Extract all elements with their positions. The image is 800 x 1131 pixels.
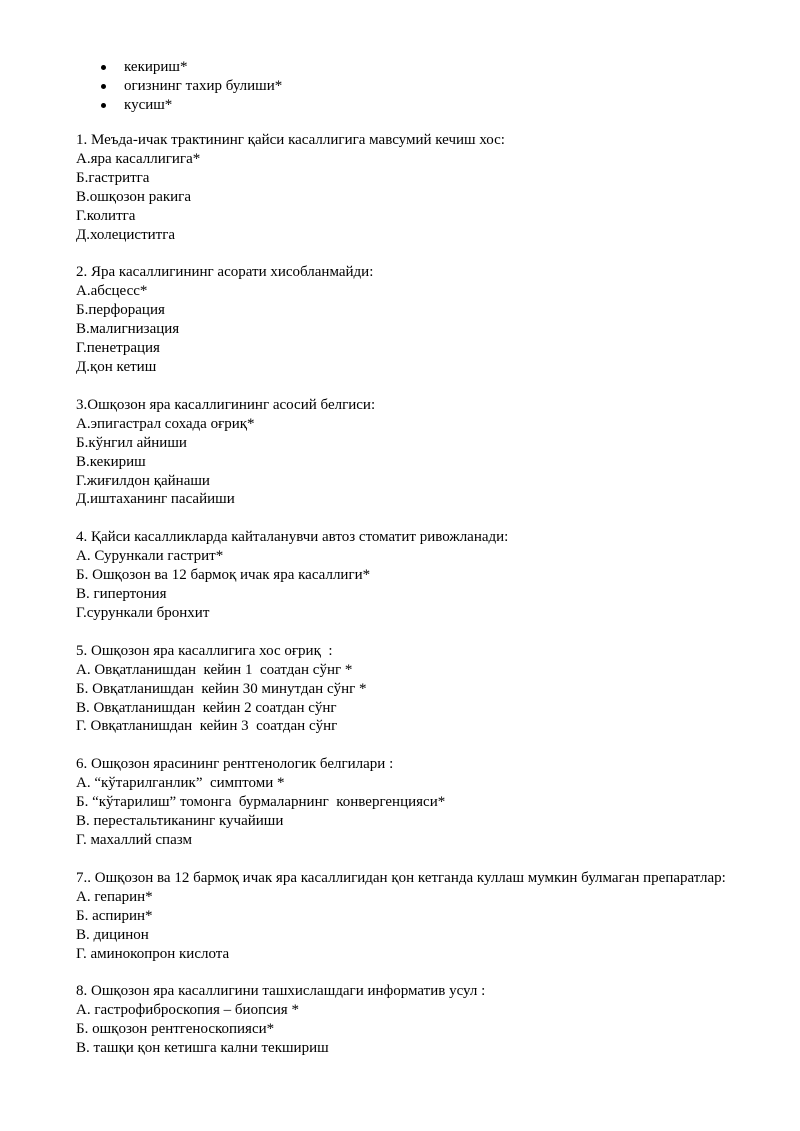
answer-option: Б. Овқатланишдан кейин 30 минутдан сўнг * (76, 680, 367, 697)
answer-option: Г.пенетрация (76, 340, 160, 357)
answer-option: Б. Ошқозон ва 12 бармоқ ичак яра касаллиги* (76, 567, 371, 584)
answer-option: А. гастрофиброскопия – биопсия * (76, 1002, 299, 1019)
question-text: 3.Ошқозон яра касаллигининг асосий белгиси: (76, 396, 376, 413)
answer-option: В.малигнизация (76, 321, 180, 338)
question-text: 6. Ошқозон ярасининг рентгенологик белгилари : (76, 756, 394, 773)
answer-option: А.яра касаллигига* (76, 150, 201, 167)
answer-option: Г. Овқатланишдан кейин 3 соатдан сўнг (76, 718, 338, 735)
question-text: 1. Меъда-ичак трактининг қайси касаллигига мавсумий кечиш хос: (76, 132, 505, 148)
question-list (76, 131, 736, 1077)
question-7 (76, 869, 736, 964)
answer-option: В.кекириш (76, 453, 146, 470)
answer-option: Д.холециститга (76, 226, 176, 243)
question-text: 5. Ошқозон яра касаллигига хос оғриқ : (76, 642, 333, 659)
answer-option: Б. “кўтарилиш” томонга бурмаларнинг конвергенцияси* (76, 794, 446, 811)
answer-option: В. дицинон (76, 926, 149, 943)
question-1 (76, 131, 736, 244)
answer-option: А. “кўтарилганлик” симптоми * (76, 775, 285, 792)
question-text: 8. Ошқозон яра касаллигини ташхислашдаги информатив усул : (76, 983, 486, 1000)
answer-option: А. Сурункали гастрит* (76, 548, 224, 565)
answer-option: А.абсцесс* (76, 283, 148, 300)
question-2 (76, 263, 736, 376)
answer-option: В. гипертония (76, 586, 167, 603)
question-3 (76, 396, 736, 509)
question-6 (76, 755, 736, 850)
answer-option: Г.колитга (76, 207, 136, 224)
answer-option: А. гепарин* (76, 888, 153, 905)
answer-option: В. Овқатланишдан кейин 2 соатдан сўнг (76, 699, 337, 716)
question-8 (76, 982, 736, 1058)
question-text: 7.. Ошқозон ва 12 бармоқ ичак яра касаллигидан қон кетганда куллаш мумкин булмаган препаратлар: (76, 869, 726, 886)
question-text: 2. Яра касаллигининг асорати хисобланмайди: (76, 264, 374, 281)
answer-option: Б.кўнгил айниши (76, 434, 187, 451)
bullet-item: кекириш* (95, 58, 282, 77)
answer-option: Г. аминокопрон кислота (76, 945, 230, 962)
answer-option: А. Овқатланишдан кейин 1 соатдан сўнг * (76, 661, 353, 678)
answer-option: Г.сурункали бронхит (76, 604, 210, 621)
answer-option: А.эпигастрал сохада оғриқ* (76, 415, 255, 432)
bullet-item: огизнинг тахир булиши* (95, 77, 282, 96)
answer-option: Б. аспирин* (76, 907, 153, 924)
question-5 (76, 642, 736, 737)
answer-option: Г. махаллий спазм (76, 832, 192, 848)
answer-option: Б. ошқозон рентгеноскопияси* (76, 1021, 275, 1038)
answer-option: Б.гастритга (76, 169, 150, 186)
answer-option: Д.иштаханинг пасайиши (76, 491, 235, 508)
answer-option: Г.жиғилдон қайнаши (76, 472, 210, 489)
answer-option: В.ошқозон ракига (76, 188, 191, 205)
answer-option: Д.қон кетиш (76, 358, 157, 375)
answer-option: В. ташқи қон кетишга кални текшириш (76, 1040, 329, 1057)
bullet-item: кусиш* (95, 96, 282, 115)
answer-option: Б.перфорация (76, 302, 165, 319)
question-4 (76, 528, 736, 623)
question-text: 4. Қайси касалликларда кайталанувчи автоз стоматит ривожланади: (76, 529, 509, 546)
bullet-list (95, 58, 282, 115)
answer-option: В. перестальтиканинг кучайиши (76, 813, 284, 830)
